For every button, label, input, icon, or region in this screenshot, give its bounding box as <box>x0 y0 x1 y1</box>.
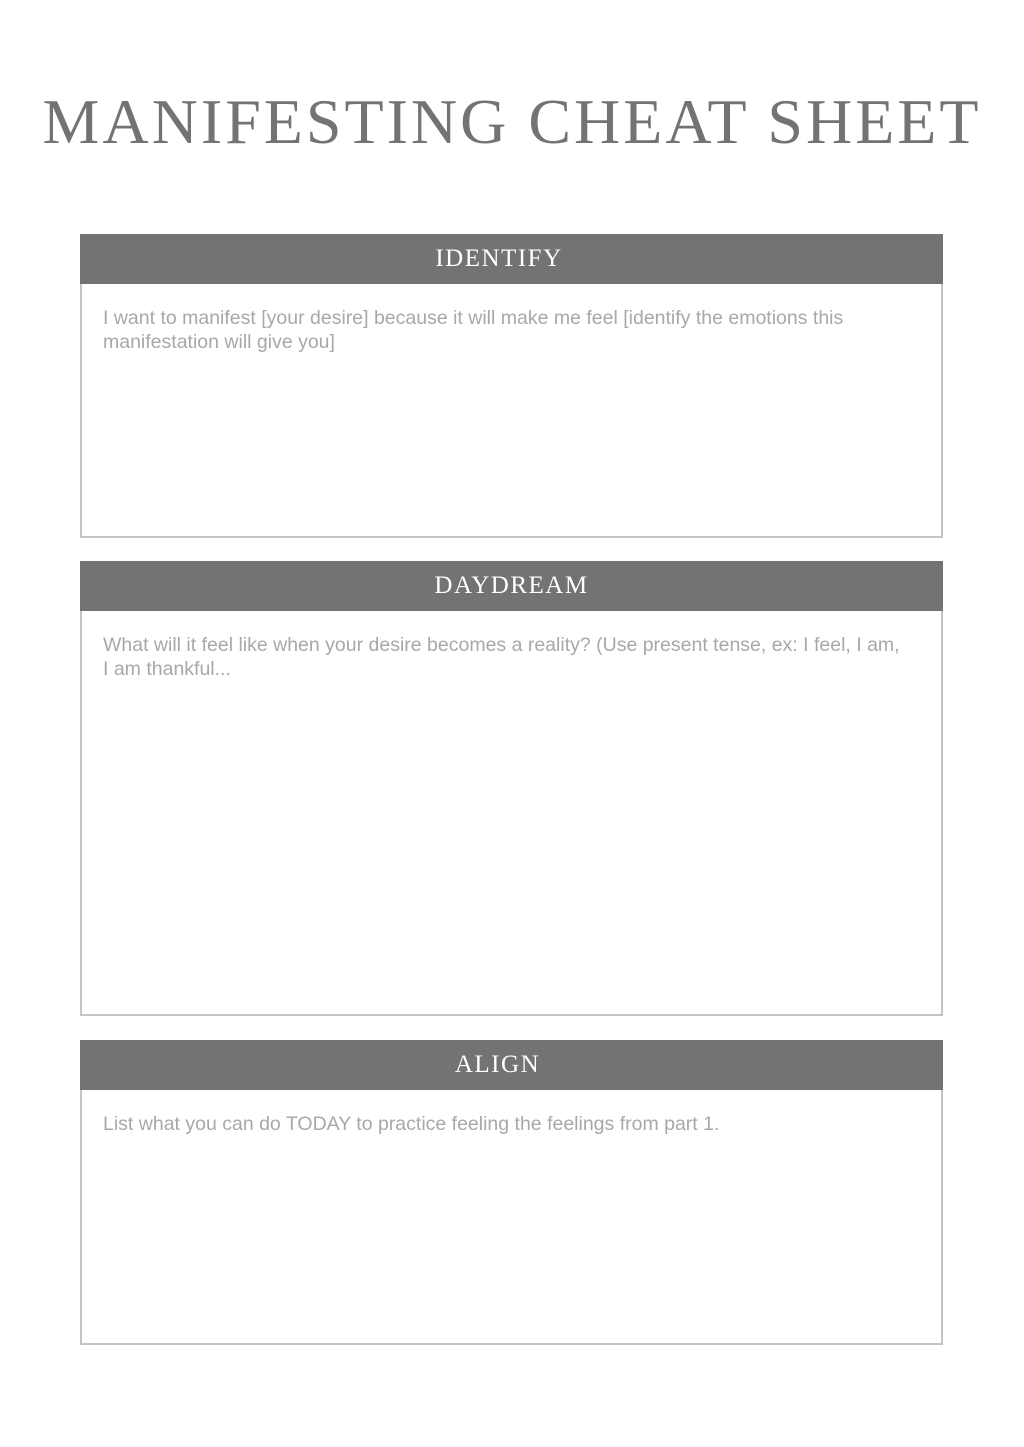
section-align <box>80 1040 943 1345</box>
section-prompt-daydream[interactable]: What will it feel like when your desire becomes a reality? (Use present tense, ex: I feel, I am, I am thankful... <box>103 634 900 680</box>
section-identify <box>80 234 943 538</box>
section-daydream <box>80 561 943 1016</box>
section-header-daydream <box>80 561 943 611</box>
section-header-label: ALIGN <box>454 1051 541 1078</box>
section-prompt-align[interactable]: List what you can do TODAY to practice feeling the feelings from part 1. <box>103 1113 720 1135</box>
section-header-label: IDENTIFY <box>435 245 563 272</box>
section-header-label: DAYDREAM <box>434 572 589 599</box>
section-prompt-identify[interactable]: I want to manifest [your desire] because it will make me feel [identify the emotions this manifestation will give you] <box>103 307 844 353</box>
page-title: MANIFESTING CHEAT SHEET <box>42 86 982 157</box>
section-header-identify <box>80 234 943 284</box>
section-header-align <box>80 1040 943 1090</box>
